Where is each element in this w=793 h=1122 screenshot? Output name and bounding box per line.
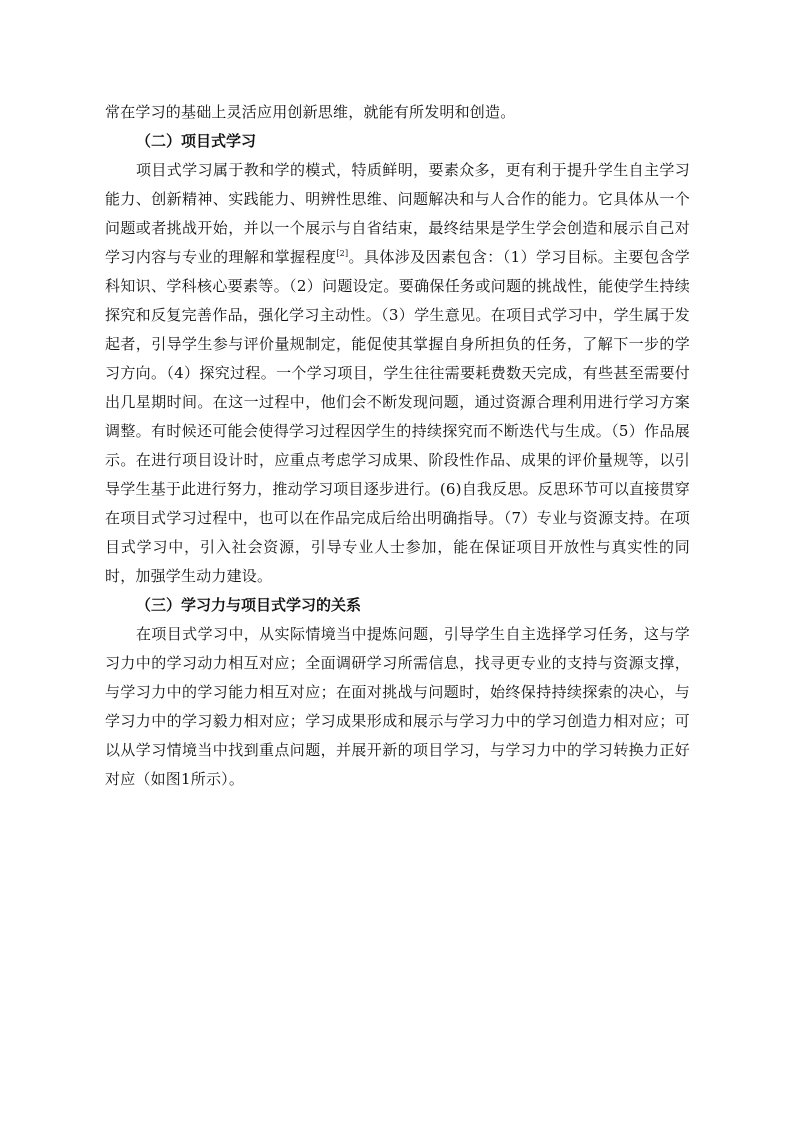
document-body (105, 98, 690, 794)
section-heading-relationship: （三）学习力与项目式学习的关系 (136, 596, 362, 614)
paragraph-project-learning (105, 156, 690, 591)
section-heading-project-learning: （二）项目式学习 (136, 132, 257, 150)
paragraph-continuation: 常在学习的基础上灵活应用创新思维，就能有所发明和创造。 (105, 103, 516, 121)
citation-marker[interactable]: [2] (336, 249, 349, 258)
paragraph-project-learning-part1: 项目式学习属于教和学的模式，特质鲜明，要素众多，更有利于提升学生自主学习能力、创新精神、实践能力、明辨性思维、问题解决和与人合作的能力。它具体从一个问题或者挑战开始，并以一个展示与自省结束，最终结果是学生学会创造和展示自己对学习内容与专业的理解和掌握程度 (105, 161, 690, 266)
paragraph-relationship: 在项目式学习中，从实际情境当中提炼问题，引导学生自主选择学习任务，这与学习力中的学习动力相互对应；全面调研学习所需信息，找寻更专业的支持与资源支撑，与学习力中的学习能力相互对应；在面对挑战与问题时，始终保持持续探索的决心，与学习力中的学习毅力相对应；学习成果形成和展示与学习力中的学习创造力相对应；可以从学习情境当中找到重点问题，并展开新的项目学习，与学习力中的学习转换力正好对应（如图1所示）。 (105, 625, 690, 788)
paragraph-project-learning-part2: 。具体涉及因素包含：（1）学习目标。主要包含学科知识、学科核心要素等。（2）问题设定。要确保任务或问题的挑战性，能使学生持续探究和反复完善作品，强化学习主动性。（3）学生意见。在项目式学习中，学生属于发起者，引导学生参与评价量规制定，能促使其掌握自身所担负的任务，了解下一步的学习方向。（4）探究过程。一个学习项目，学生往往需要耗费数天完成，有些甚至需要付出几星期时间。在这一过程中，他们会不断发现问题，通过资源合理利用进行学习方案调整。有时候还可能会使得学习过程因学生的持续探究而不断迭代与生成。（5）作品展示。在进行项目设计时，应重点考虑学习成果、阶段性作品、成果的评价量规等，以引导学生基于此进行努力，推动学习项目逐步进行。(6)自我反思。反思环节可以直接贯穿在项目式学习过程中，也可以在作品完成后给出明确指导。（7）专业与资源支持。在项目式学习中，引入社会资源，引导专业人士参加，能在保证项目开放性与真实性的同时，加强学生动力建设。 (105, 248, 690, 585)
